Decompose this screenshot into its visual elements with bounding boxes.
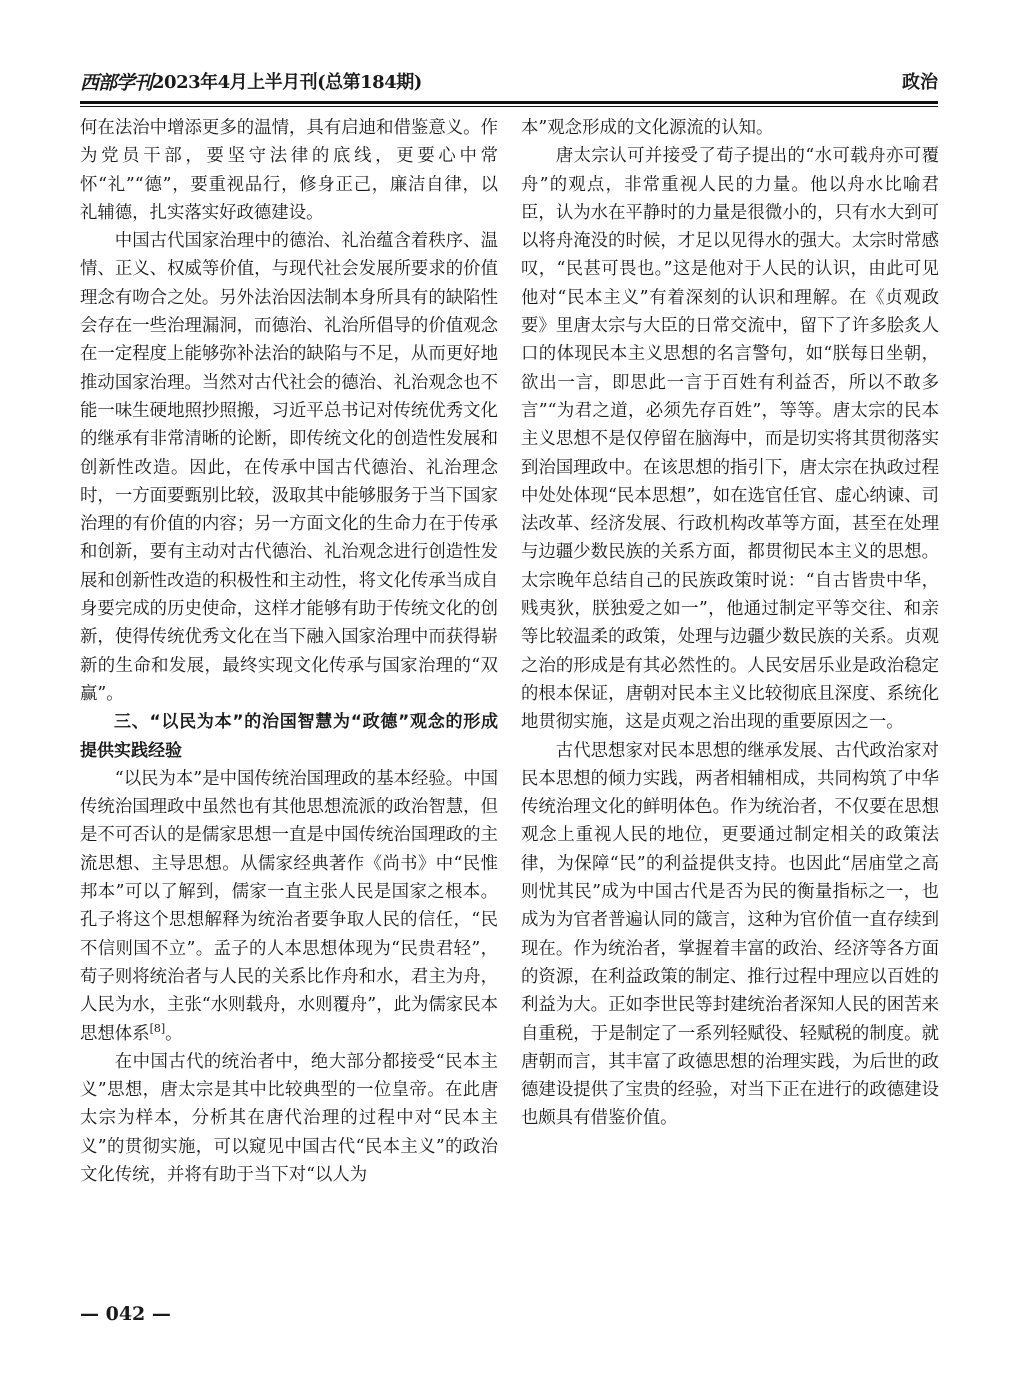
paragraph: 中国古代国家治理中的德治、礼治蕴含着秩序、温情、正义、权威等价值，与现代社会发展所要求的价值理念有吻合之处。另外法治因法制本身所具有的缺陷性会存在一些治理漏洞，而德治、礼治所倡导的价值观念在一定程度上能够弥补法治的缺陷与不足，从而更好地推动国家治理。当然对古代社会的德治、礼治观念也不能一味生硬地照抄照搬，习近平总书记对传统优秀文化的继承有非常清晰的论断，即传统文化的创造性发展和创新性改造。因此，在传承中国古代德治、礼治理念时，一方面要甄别比较，汲取其中能够服务于当下国家治理的有价值的内容；另一方面文化的生命力在于传承和创新，要有主动对古代德治、礼治观念进行创造性发展和创新性改造的积极性和主动性，将文化传承当成自身要完成的历史使命，这样才能够有助于传统文化的创新，使得传统优秀文化在当下融入国家治理中而获得崭新的生命和发展，最终实现文化传承与国家治理的“双赢”。 xyxy=(80,231,498,704)
section-label: 政治 xyxy=(902,72,938,93)
header-left xyxy=(80,68,422,95)
paragraph: 古代思想家对民本思想的继承发展、古代政治家对民本思想的倾力实践，两者相辅相成，共同构筑了中华传统治理文化的鲜明体色。作为统治者，不仅要在思想观念上重视人民的地位，更要通过制定相关的政策法律，为保障“民”的利益提供支持。也因此“居庙堂之高则忧其民”成为中国古代是否为民的衡量指标之一，也成为为官者普遍认同的箴言，这种为官价值一直存续到现在。作为统治者，掌握着丰富的政治、经济等各方面的资源，在利益政策的制定、推行过程中理应以百姓的利益为大。正如李世民等封建统治者深知人民的困苦来自重税，于是制定了一系列轻赋役、轻赋税的制度。就唐朝而言，其丰富了政德思想的治理实践，为后世的政德建设提供了宝贵的经验，对当下正在进行的政德建设也颇具有借鉴价值。 xyxy=(521,740,939,1129)
paragraph: 唐太宗认可并接受了荀子提出的“水可载舟亦可覆舟”的观点，非常重视人民的力量。他以舟水比喻君臣，认为水在平静时的力量是很微小的，只有水大到可以将舟淹没的时候，才足以见得水的强大。太宗时常感叹，“民甚可畏也。”这是他对于人民的认识，由此可见他对“民本主义”有着深刻的认识和理解。在《贞观政要》里唐太宗与大臣的日常交流中，留下了许多脍炙人口的体现民本主义思想的名言警句，如“朕每日坐朝，欲出一言，即思此一言于百姓有利益否，所以不敢多言”“为君之道，必须先存百姓”，等等。唐太宗的民本主义思想不是仅停留在脑海中，而是切实将其贯彻落实到治国理政中。在该思想的指引下，唐太宗在执政过程中处处体现“民本思想”，如在选官任官、虚心纳谏、司法改革、经济发展、行政机构改革等方面，甚至在处理与边疆少数民族的关系方面，都贯彻民本主义的思想。太宗晚年总结自己的民族政策时说：“自古皆贵中华，贱夷狄，朕独爱之如一”，他通过制定平等交往、和亲等比较温柔的政策，处理与边疆少数民族的关系。贞观之治的形成是有其必然性的。人民安居乐业是政治稳定的根本保证，唐朝对民本主义比较彻底且深度、系统化地贯彻实施，这是贞观之治出现的重要原因之一。 xyxy=(521,146,939,733)
page-number: — 042 — xyxy=(80,1303,171,1325)
section-heading: 三、“以民为本”的治国智慧为“政德”观念的形成提供实践经验 xyxy=(80,712,498,761)
paragraph-end: 。 xyxy=(165,1023,183,1044)
page-header xyxy=(80,66,938,96)
header-rule-thick xyxy=(80,101,938,104)
paragraph xyxy=(80,765,498,1048)
paragraph: 在中国古代的统治者中，绝大部分都接受“民本主义”思想，唐太宗是其中比较典型的一位皇帝。在此唐太宗为样本，分析其在唐代治理的过程中对“民本主义”的贯彻实施，可以窥见中国古代“民本主义”的政治文化传统，并将有助于当下对“以人为 xyxy=(80,1051,498,1185)
issue-info: 2023年4月上半月刊(总第184期) xyxy=(152,72,422,93)
citation-marker: [8] xyxy=(149,1021,166,1035)
paragraph: 本”观念形成的文化源流的认知。 xyxy=(521,118,774,138)
left-column xyxy=(80,114,498,1189)
paragraph-text: “以民为本”是中国传统治国理政的基本经验。中国传统治国理政中虽然也有其他思想流派的政治智慧，但是不可否认的是儒家思想一直是中国传统治国理政的主流思想、主导思想。从儒家经典著作《尚书》中“民惟邦本”可以了解到，儒家一直主张人民是国家之根本。孔子将这个思想解释为统治者要争取人民的信任，“民不信则国不立”。孟子的人本思想体现为“民贵君轻”，荀子则将统治者与人民的关系比作舟和水，君主为舟，人民为水，主张“水则载舟，水则覆舟”，此为儒家民本思想体系 xyxy=(80,768,498,1044)
journal-masthead: 西部学刊 xyxy=(80,71,153,94)
paragraph: 何在法治中增添更多的温情，具有启迪和借鉴意义。作为党员干部，要坚守法律的底线，更要心中常怀“礼”“德”，要重视品行，修身正己，廉洁自律，以礼辅德，扎实落实好政德建设。 xyxy=(80,118,498,223)
right-column xyxy=(521,114,939,1133)
header-rule-thin xyxy=(80,106,938,107)
